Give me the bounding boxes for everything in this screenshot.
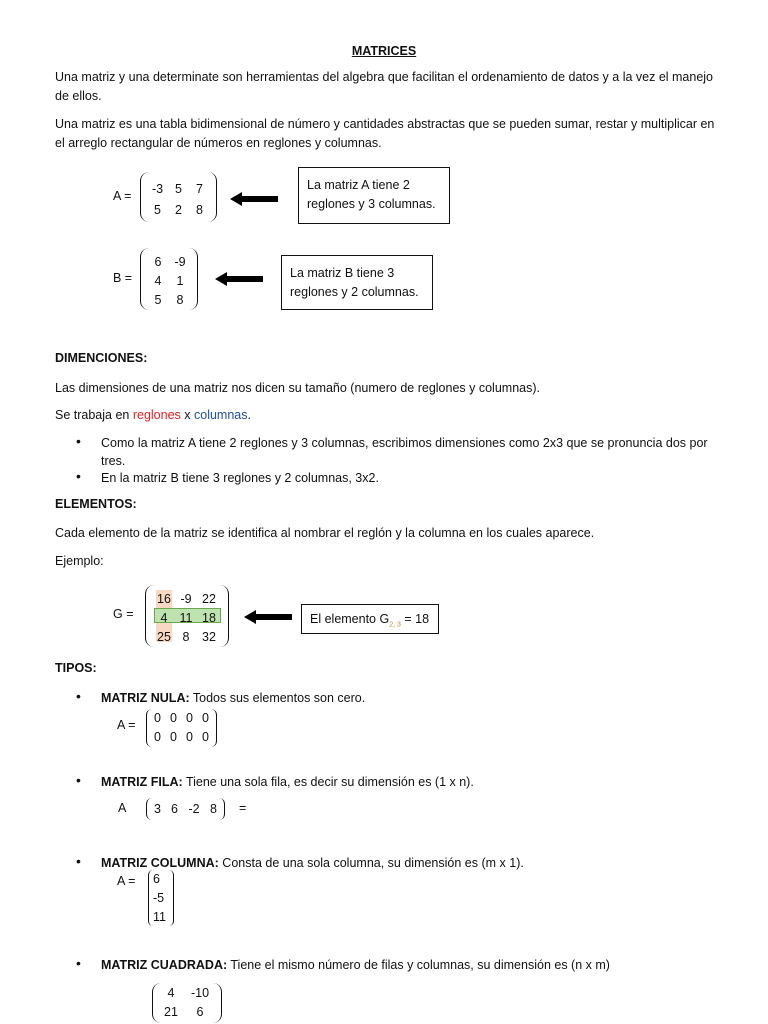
- tipo-columna-line: [101, 854, 711, 872]
- tipo-nula-name: MATRIZ NULA:: [101, 691, 190, 705]
- note-suffix: = 18: [400, 612, 430, 626]
- matrix-cell: 0: [154, 710, 161, 725]
- matrix-cell: 0: [186, 710, 193, 725]
- matrix-cell: 3: [154, 801, 161, 816]
- elementos-heading: ELEMENTOS:: [55, 497, 137, 511]
- tipo-fila-name: MATRIZ FILA:: [101, 775, 183, 789]
- matrix-cell: 2: [175, 203, 182, 218]
- matrix-a-label: A =: [113, 189, 132, 203]
- dimensiones-heading: DIMENCIONES:: [55, 351, 148, 365]
- note-line: reglones y 3 columnas.: [307, 197, 436, 211]
- trabaja-line: [55, 406, 715, 425]
- right-paren: [219, 798, 225, 820]
- matrix-nula: [146, 709, 217, 747]
- left-paren: [140, 172, 149, 222]
- matrix-cell: 25: [157, 629, 171, 644]
- tipo-columna-name: MATRIZ COLUMNA:: [101, 856, 219, 870]
- tipo-cuadrada-name: MATRIZ CUADRADA:: [101, 958, 228, 972]
- matrix-cell: 8: [210, 801, 217, 816]
- matrix-a-note: [298, 167, 450, 224]
- matrix-fila: [146, 798, 225, 820]
- tipo-nula-line: [101, 689, 711, 707]
- nula-label: A =: [117, 718, 136, 732]
- page-title: MATRICES: [351, 44, 417, 58]
- matrix-cell: 4: [160, 610, 168, 625]
- trabaja-suffix: .: [247, 408, 251, 422]
- note-line: La matriz A tiene 2: [307, 178, 410, 192]
- matrix-cell: 6: [171, 801, 178, 816]
- right-paren: [213, 983, 222, 1023]
- matrix-cell: 21: [164, 1005, 178, 1020]
- ejemplo-label: Ejemplo:: [55, 554, 104, 568]
- columnas-word: columnas: [194, 408, 248, 422]
- matrix-cell: -3: [151, 181, 164, 196]
- element-note: [301, 604, 439, 634]
- matrix-cell: 22: [202, 591, 216, 606]
- matrix-cell: 11: [153, 909, 166, 924]
- dimensiones-bullet-2: En la matriz B tiene 3 reglones y 2 columnas, 3x2.: [101, 471, 379, 485]
- matrix-a: [140, 172, 217, 222]
- matrix-cell: 1: [176, 273, 184, 288]
- matrix-cuadrada: [152, 983, 222, 1023]
- matrix-cell: 18: [202, 610, 216, 625]
- left-paren: [145, 585, 154, 647]
- matrix-cell: 8: [182, 629, 190, 644]
- arrow-left-icon: [230, 189, 280, 209]
- elementos-text: Cada elemento de la matriz se identifica al nombrar el reglón y la columna en los cuales aparece.: [55, 526, 595, 540]
- dimensiones-text: Las dimensiones de una matriz nos dicen su tamaño (numero de reglones y columnas).: [55, 381, 540, 395]
- note-subscript: 2, 3: [389, 621, 401, 629]
- tipo-columna-desc: Consta de una sola columna, su dimensión es (m x 1).: [218, 856, 524, 870]
- intro-paragraph-1: Una matriz y una determinate son herramientas del algebra que facilitan el ordenamiento de datos y a la vez el manejo de ellos.: [55, 70, 714, 103]
- matrix-cell: 5: [154, 203, 161, 218]
- matrix-b: [140, 248, 198, 310]
- matrix-cell: 0: [170, 710, 177, 725]
- matrix-cell: 8: [176, 292, 184, 307]
- tipo-fila-desc: Tiene una sola fila, es decir su dimensión es (1 x n).: [182, 775, 474, 789]
- matrix-cell: 5: [154, 292, 162, 307]
- arrow-left-icon: [215, 269, 265, 289]
- matrix-cell: -5: [153, 890, 165, 905]
- tipos-heading: TIPOS:: [55, 661, 97, 675]
- matrix-g: [145, 585, 229, 647]
- matrix-cell: 7: [196, 181, 203, 196]
- matrix-cell: 0: [186, 730, 193, 745]
- left-paren: [152, 983, 161, 1023]
- matrix-cell: 6: [196, 1005, 204, 1020]
- left-paren: [148, 870, 153, 926]
- matrix-cell: 32: [202, 629, 216, 644]
- bullet-icon: •: [76, 955, 81, 971]
- matrix-cell: 4: [154, 273, 162, 288]
- bullet-icon: •: [76, 468, 81, 484]
- matrix-cell: 6: [153, 871, 160, 886]
- matrix-cell: 4: [167, 985, 175, 1000]
- tipo-cuadrada-line: [101, 956, 711, 974]
- matrix-cell: 5: [175, 181, 182, 196]
- note-prefix: El elemento G: [310, 612, 390, 626]
- x-word: x: [180, 408, 194, 422]
- right-paren: [220, 585, 229, 647]
- matrix-cell: 11: [179, 610, 193, 625]
- tipo-fila-line: [101, 773, 711, 791]
- bullet-icon: •: [76, 772, 81, 788]
- bullet-icon: •: [76, 688, 81, 704]
- left-paren: [146, 798, 152, 820]
- note-line: La matriz B tiene 3: [290, 266, 395, 280]
- matrix-cell: 0: [170, 730, 177, 745]
- dimensiones-bullet-1: Como la matriz A tiene 2 reglones y 3 columnas, escribimos dimensiones como 2x3 que se pronuncia dos por tres.: [101, 436, 708, 468]
- matrix-cell: -9: [174, 254, 186, 269]
- fila-equals: =: [239, 801, 247, 815]
- right-paren: [211, 709, 217, 747]
- tipo-cuadrada-desc: Tiene el mismo número de filas y columnas, su dimensión es (n x m): [227, 958, 610, 972]
- matrix-cell: 0: [202, 730, 209, 745]
- trabaja-prefix: Se trabaja en: [55, 408, 133, 422]
- matrix-b-label: B =: [113, 271, 133, 285]
- fila-label: A: [118, 801, 127, 815]
- matrix-cell: 0: [154, 730, 161, 745]
- left-paren: [140, 248, 149, 310]
- matrix-cell: 16: [157, 591, 171, 606]
- reglones-word: reglones: [132, 408, 181, 422]
- columna-label: A =: [117, 874, 136, 888]
- tipo-nula-desc: Todos sus elementos son cero.: [189, 691, 366, 705]
- matrix-g-label: G =: [113, 607, 134, 621]
- right-paren: [189, 248, 198, 310]
- right-paren: [169, 870, 174, 926]
- bullet-icon: •: [76, 853, 81, 869]
- bullet-icon: •: [76, 433, 81, 449]
- matrix-cell: 6: [154, 254, 162, 269]
- note-line: reglones y 2 columnas.: [290, 285, 419, 299]
- matrix-columna: [148, 870, 174, 926]
- matrix-cell: -9: [180, 591, 192, 606]
- left-paren: [146, 709, 152, 747]
- matrix-cell: 8: [196, 203, 203, 218]
- matrix-cell: -10: [190, 985, 210, 1000]
- matrix-cell: 0: [202, 710, 209, 725]
- matrix-b-note: [281, 255, 433, 310]
- right-paren: [208, 172, 217, 222]
- matrix-cell: -2: [188, 801, 200, 816]
- intro-paragraph-2: Una matriz es una tabla bidimensional de número y cantidades abstractas que se pueden sumar, restar y multiplicar en el arreglo rectangular de números en reglones y columnas.: [55, 117, 715, 150]
- arrow-left-icon: [244, 607, 294, 627]
